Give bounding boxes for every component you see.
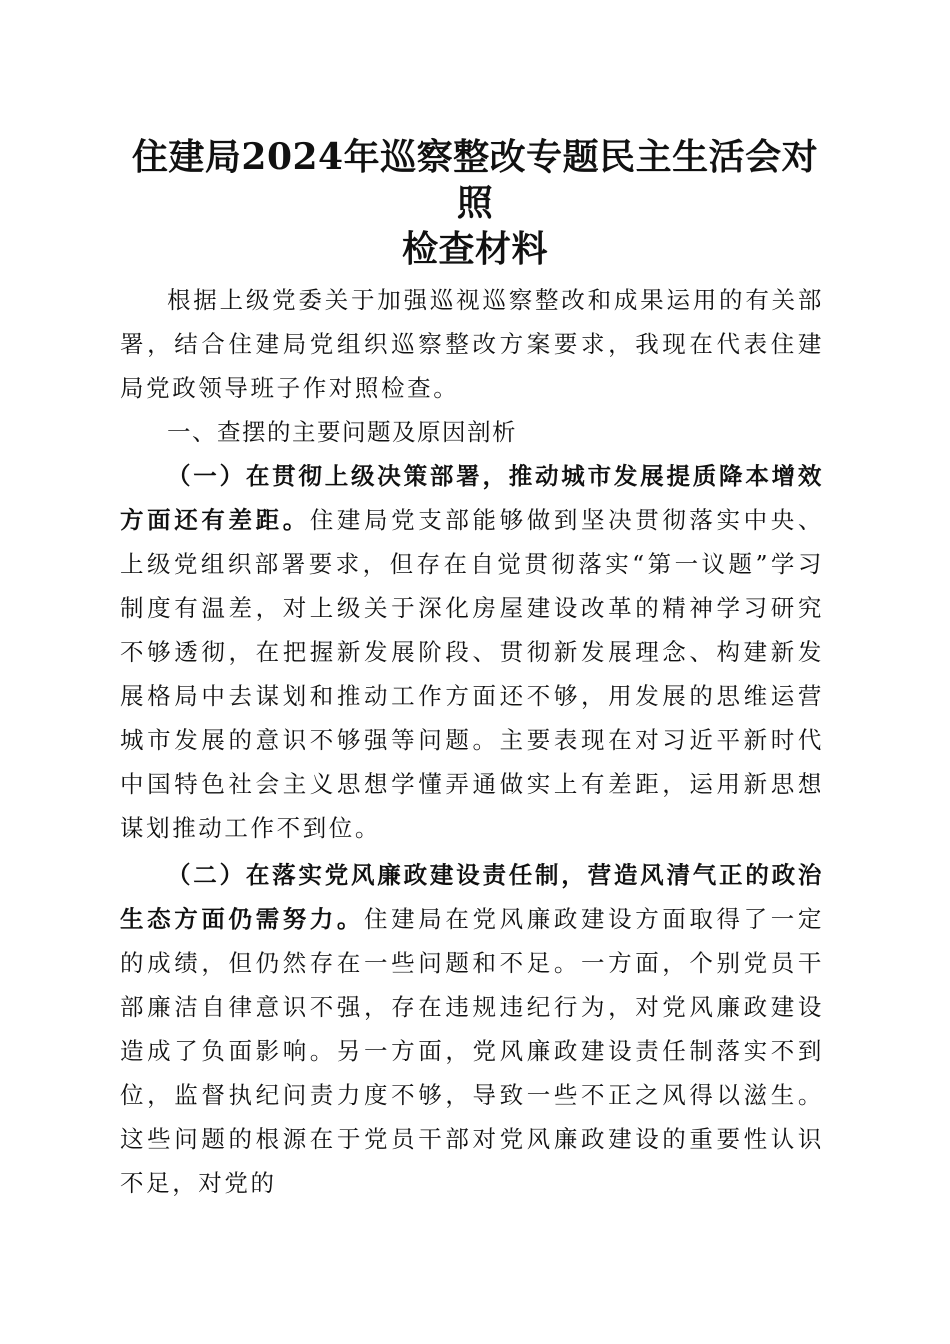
document-body [120, 278, 824, 1205]
section-1-lead: （一）在贯彻上级决策部署，推动城市发展提质降本增效方面还有差距。 [120, 462, 824, 534]
section-2-text: 住建局在党风廉政建设方面取得了一定的成绩，但仍然存在一些问题和不足。一方面，个别党员干部廉洁自律意识不强，存在违规违纪行为，对党风廉政建设造成了负面影响。另一方面，党风廉政建设责任制落实不到位，监督执纪问责力度不够，导致一些不正之风得以滋生。这些问题的根源在于党员干部对党风廉政建设的重要性认识不足，对党的 [120, 905, 824, 1197]
title-line-2: 检查材料 [401, 228, 548, 270]
section-2-paragraph [120, 853, 824, 1205]
document-title [120, 134, 830, 272]
title-line-1: 住建局2024年巡察整改专题民主生活会对照 [131, 136, 819, 224]
intro-paragraph: 根据上级党委关于加强巡视巡察整改和成果运用的有关部署，结合住建局党组织巡察整改方案要求，我现在代表住建局党政领导班子作对照检查。 [120, 286, 824, 402]
section-1-paragraph [120, 454, 824, 850]
section-1-text: 住建局党支部能够做到坚决贯彻落实中央、上级党组织部署要求，但存在自觉贯彻落实“第一议题”学习制度有温差，对上级关于深化房屋建设改革的精神学习研究不够透彻，在把握新发展阶段、贯彻新发展理念、构建新发展格局中去谋划和推动工作方面还不够，用发展的思维运营城市发展的意识不够强等问题。主要表现在对习近平新时代中国特色社会主义思想学懂弄通做实上有差距，运用新思想谋划推动工作不到位。 [120, 506, 824, 842]
section-heading-1: 一、查摆的主要问题及原因剖析 [167, 418, 517, 446]
section-2-lead: （二）在落实党风廉政建设责任制，营造风清气正的政治生态方面仍需努力。 [120, 861, 824, 933]
